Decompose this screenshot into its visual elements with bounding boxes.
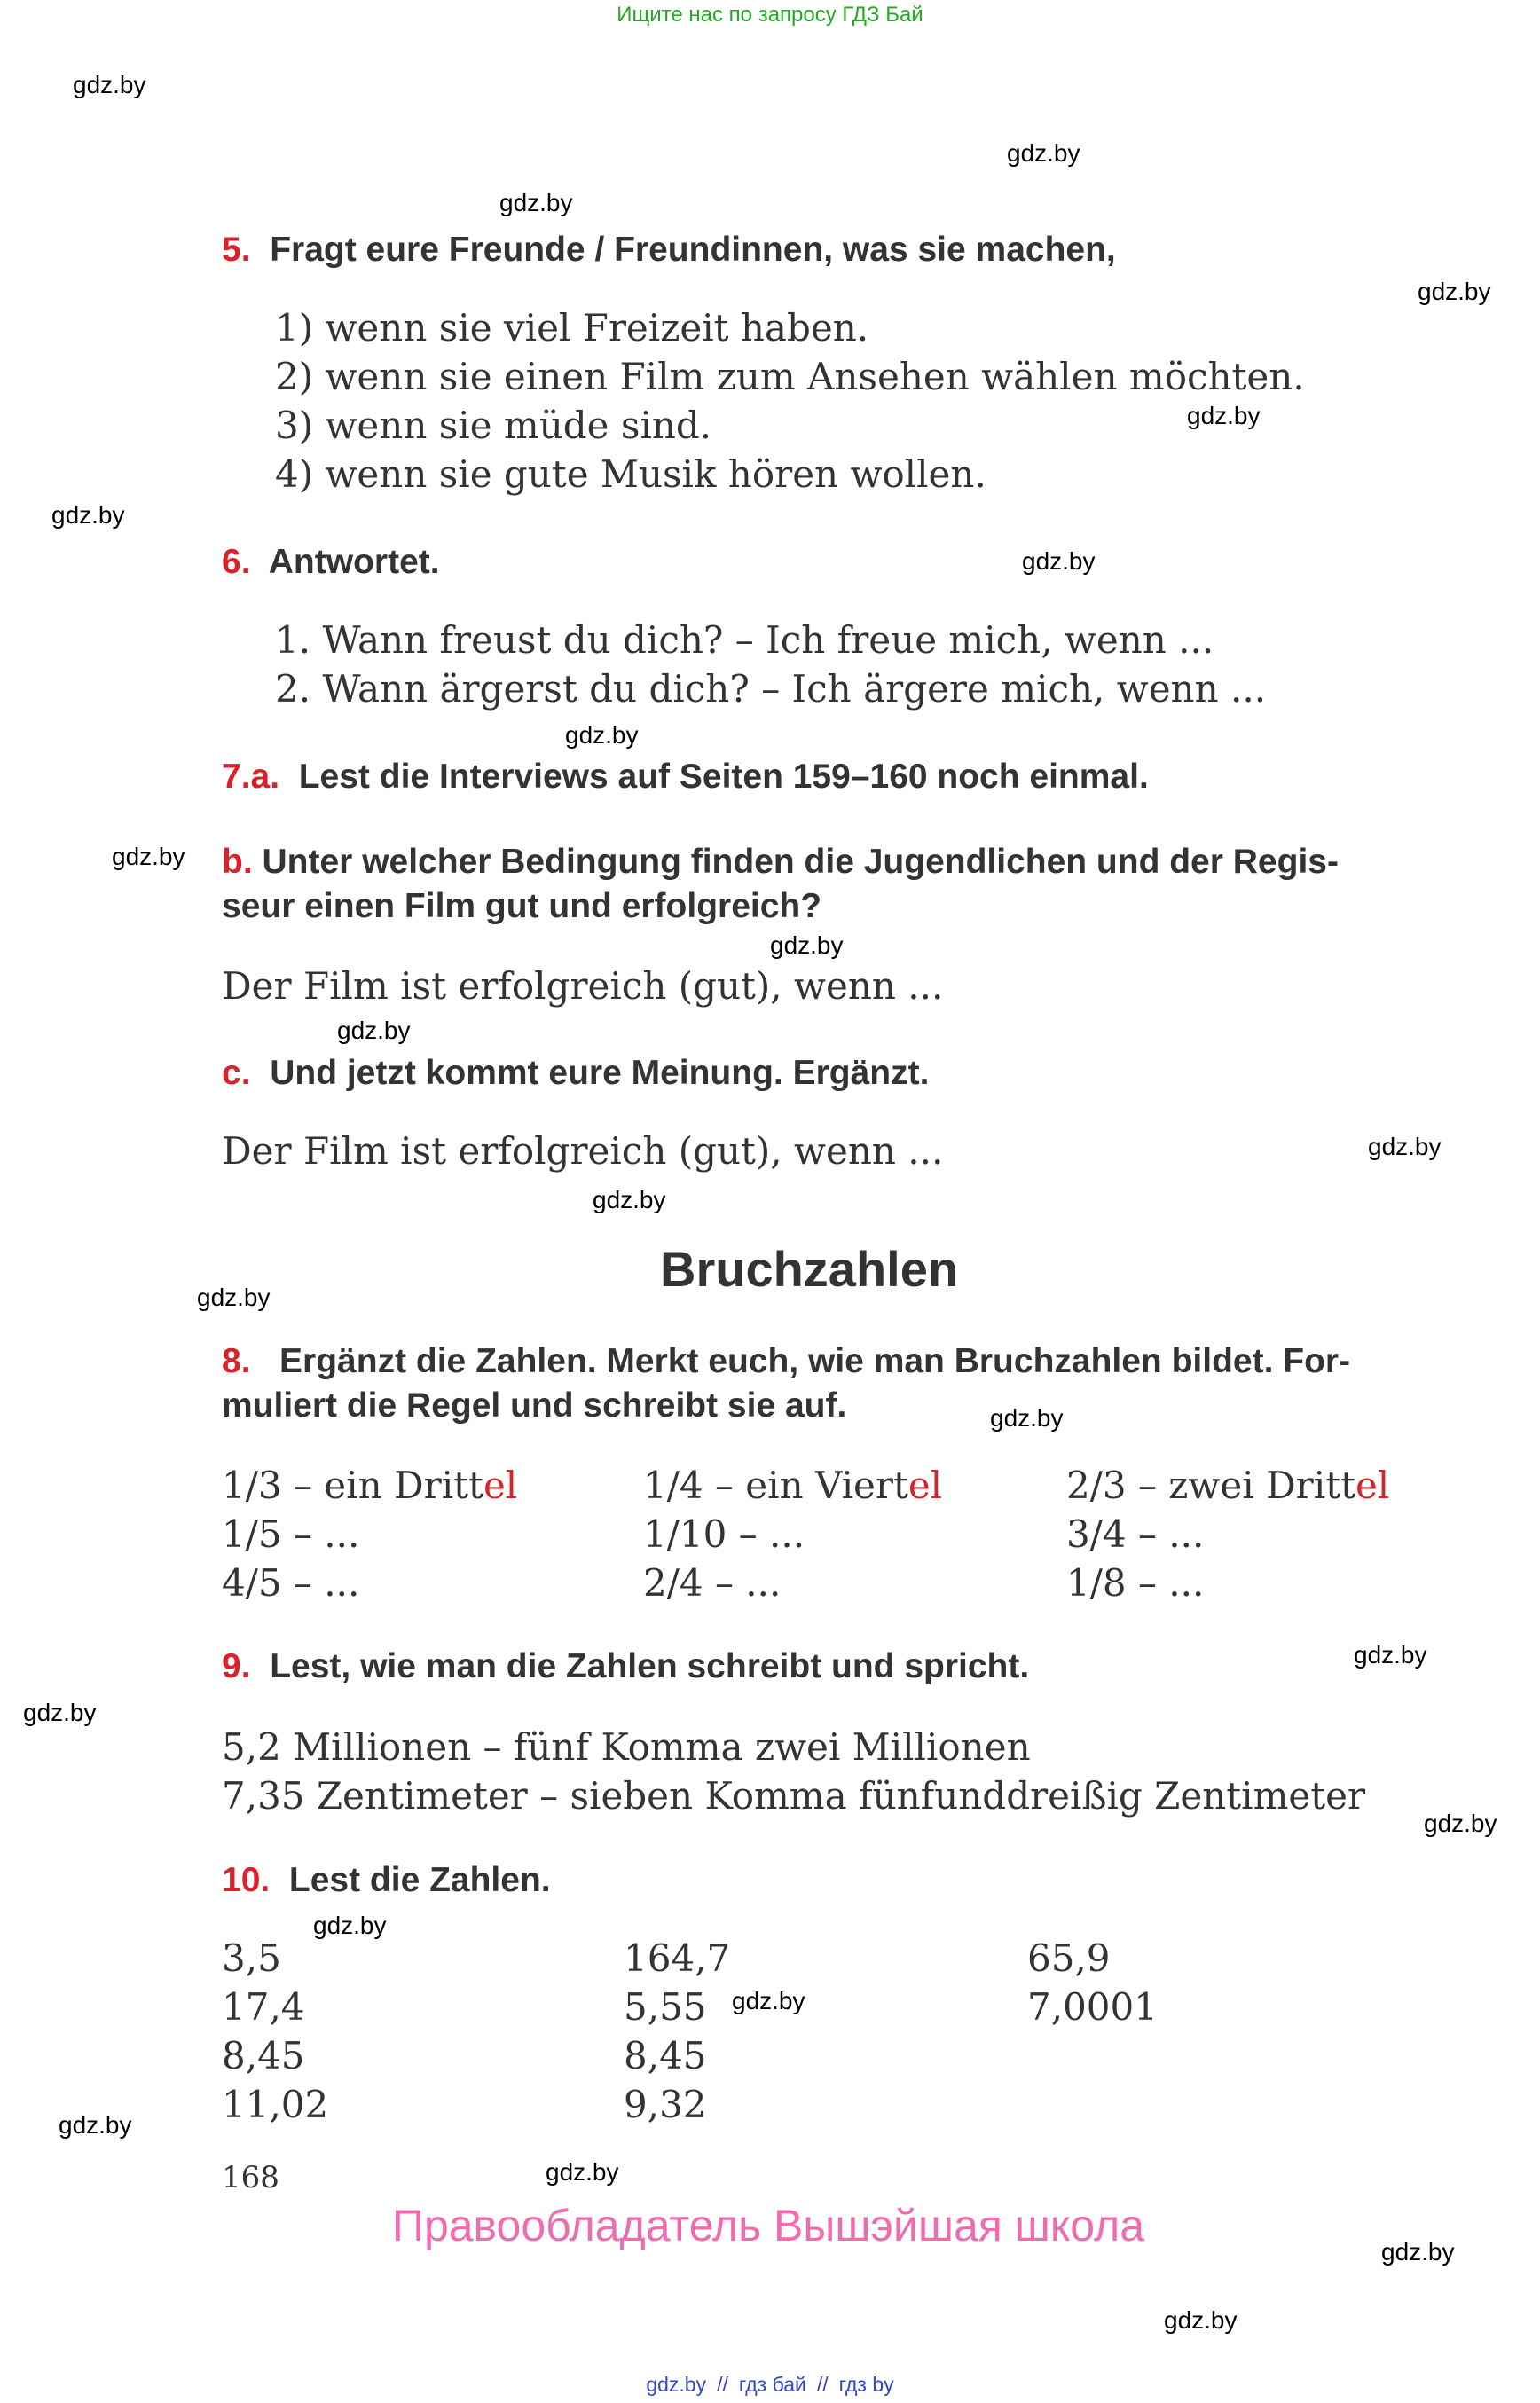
task-7b-heading	[222, 843, 1339, 882]
watermark: gdz.by	[990, 1404, 1064, 1432]
section-heading: Bruchzahlen	[660, 1241, 959, 1297]
watermark: gdz.by	[732, 1987, 805, 2014]
watermark: gdz.by	[565, 721, 639, 749]
watermark: gdz.by	[1022, 547, 1096, 575]
copyright-notice: Правообладатель Вышэйшая школа	[392, 2201, 1144, 2250]
task-text: Lest die Zahlen.	[288, 1861, 551, 1899]
decimal-number: 65,9	[1027, 1936, 1111, 1980]
task-10-heading	[222, 1861, 551, 1900]
item-number: 1.	[275, 618, 311, 662]
top-search-link[interactable]: Ищите нас по запросу ГДЗ Бай	[617, 3, 923, 27]
fraction-example	[1066, 1464, 1389, 1507]
task-6-heading	[222, 543, 440, 582]
decimal-number: 11,02	[222, 2083, 329, 2126]
watermark: gdz.by	[59, 2111, 132, 2139]
list-item	[275, 404, 711, 447]
task-number: 7.a.	[222, 758, 280, 796]
item-number: 4)	[275, 452, 314, 496]
watermark: gdz.by	[23, 1699, 97, 1726]
watermark: gdz.by	[51, 501, 125, 529]
fraction-suffix: el	[908, 1464, 943, 1507]
footer-separator: //	[717, 2373, 728, 2396]
task-8-heading-cont: muliert die Regel und schreibt sie auf.	[222, 1386, 847, 1425]
fraction-text: 1/3 – ein Dritt	[222, 1464, 483, 1507]
decimal-number: 164,7	[624, 1936, 731, 1980]
footer-link[interactable]: гдз бай	[738, 2373, 806, 2396]
watermark: gdz.by	[1187, 402, 1261, 429]
watermark: gdz.by	[1418, 278, 1491, 305]
item-number: 1)	[275, 306, 314, 349]
watermark: gdz.by	[1381, 2238, 1455, 2266]
task-text: Lest, wie man die Zahlen schreibt und spricht.	[270, 1647, 1030, 1685]
footer-link[interactable]: гдз by	[838, 2373, 894, 2396]
task-number: 10.	[222, 1861, 271, 1899]
item-text: wenn sie einen Film zum Ansehen wählen möchten.	[325, 355, 1305, 398]
item-text: wenn sie gute Musik hören wollen.	[325, 452, 986, 496]
task-number: 9.	[222, 1647, 251, 1685]
footer-links	[0, 2373, 1540, 2397]
item-number: 2.	[275, 667, 311, 711]
task-8-heading	[222, 1342, 1350, 1381]
decimal-number: 5,55	[624, 1985, 707, 2029]
watermark: gdz.by	[112, 843, 185, 870]
fraction-item: 1/8 – ...	[1066, 1561, 1205, 1605]
decimal-number: 9,32	[624, 2083, 707, 2126]
decimal-number: 3,5	[222, 1936, 281, 1980]
watermark: gdz.by	[313, 1912, 387, 1939]
decimal-number: 17,4	[222, 1985, 305, 2029]
task-7a-heading	[222, 758, 1149, 797]
task-5-heading	[222, 231, 1116, 270]
watermark: gdz.by	[1007, 139, 1080, 167]
fraction-text: 1/4 – ein Viert	[643, 1464, 908, 1507]
watermark: gdz.by	[337, 1017, 411, 1044]
fraction-text: 2/3 – zwei Dritt	[1066, 1464, 1355, 1507]
fraction-example	[643, 1464, 942, 1507]
list-item	[275, 618, 1214, 662]
answer-line: Der Film ist erfolgreich (gut), wenn ...	[222, 1129, 944, 1173]
fraction-suffix: el	[1355, 1464, 1390, 1507]
task-text: Ergänzt die Zahlen. Merkt euch, wie man Bruchzahlen bildet. For-	[279, 1342, 1351, 1380]
fraction-item: 1/10 – ...	[643, 1512, 805, 1556]
watermark: gdz.by	[593, 1186, 666, 1213]
item-number: 3)	[275, 404, 314, 447]
page-number: 168	[222, 2160, 279, 2195]
fraction-example	[222, 1464, 517, 1507]
number-line: 7,35 Zentimeter – sieben Komma fünfunddreißig Zentimeter	[222, 1774, 1366, 1818]
task-7b-heading-cont: seur einen Film gut und erfolgreich?	[222, 887, 822, 925]
task-number: 6.	[222, 543, 251, 581]
list-item	[275, 452, 986, 496]
item-text: Wann freust du dich? – Ich freue mich, wenn ...	[322, 618, 1214, 662]
watermark: gdz.by	[197, 1284, 271, 1311]
fraction-item: 2/4 – ...	[643, 1561, 782, 1605]
answer-line: Der Film ist erfolgreich (gut), wenn ...	[222, 964, 944, 1008]
fraction-item: 1/5 – ...	[222, 1512, 360, 1556]
task-text: Lest die Interviews auf Seiten 159–160 noch einmal.	[298, 758, 1149, 796]
task-number: 5.	[222, 231, 251, 269]
watermark: gdz.by	[1368, 1133, 1442, 1160]
task-number: c.	[222, 1054, 251, 1092]
item-text: wenn sie müde sind.	[325, 404, 712, 447]
task-number: 8.	[222, 1342, 251, 1380]
watermark: gdz.by	[1424, 1810, 1497, 1837]
task-text: Und jetzt kommt eure Meinung. Ergänzt.	[270, 1054, 930, 1092]
fraction-item: 4/5 – ...	[222, 1561, 360, 1605]
watermark: gdz.by	[546, 2158, 619, 2186]
list-item	[275, 667, 1266, 711]
list-item	[275, 355, 1305, 398]
footer-link[interactable]: gdz.by	[646, 2373, 707, 2396]
task-text: Unter welcher Bedingung finden die Jugendlichen und der Regis-	[262, 843, 1339, 881]
watermark: gdz.by	[499, 189, 573, 216]
decimal-number: 8,45	[222, 2034, 305, 2077]
list-item	[275, 306, 868, 349]
task-text: Fragt eure Freunde / Freundinnen, was sie machen,	[270, 231, 1116, 269]
watermark: gdz.by	[1164, 2306, 1238, 2334]
fraction-item: 3/4 – ...	[1066, 1512, 1205, 1556]
task-7c-heading	[222, 1054, 929, 1093]
item-number: 2)	[275, 355, 314, 398]
task-text: Antwortet.	[268, 543, 440, 581]
number-line: 5,2 Millionen – fünf Komma zwei Millionen	[222, 1725, 1031, 1769]
watermark: gdz.by	[770, 931, 844, 959]
decimal-number: 7,0001	[1027, 1985, 1158, 2029]
item-text: Wann ärgerst du dich? – Ich ärgere mich, wenn ...	[322, 667, 1267, 711]
watermark: gdz.by	[73, 71, 146, 98]
item-text: wenn sie viel Freizeit haben.	[325, 306, 869, 349]
footer-separator: //	[816, 2373, 829, 2396]
watermark: gdz.by	[1354, 1641, 1427, 1669]
task-9-heading	[222, 1647, 1029, 1686]
task-number: b.	[222, 843, 253, 881]
fraction-suffix: el	[483, 1464, 518, 1507]
decimal-number: 8,45	[624, 2034, 707, 2077]
